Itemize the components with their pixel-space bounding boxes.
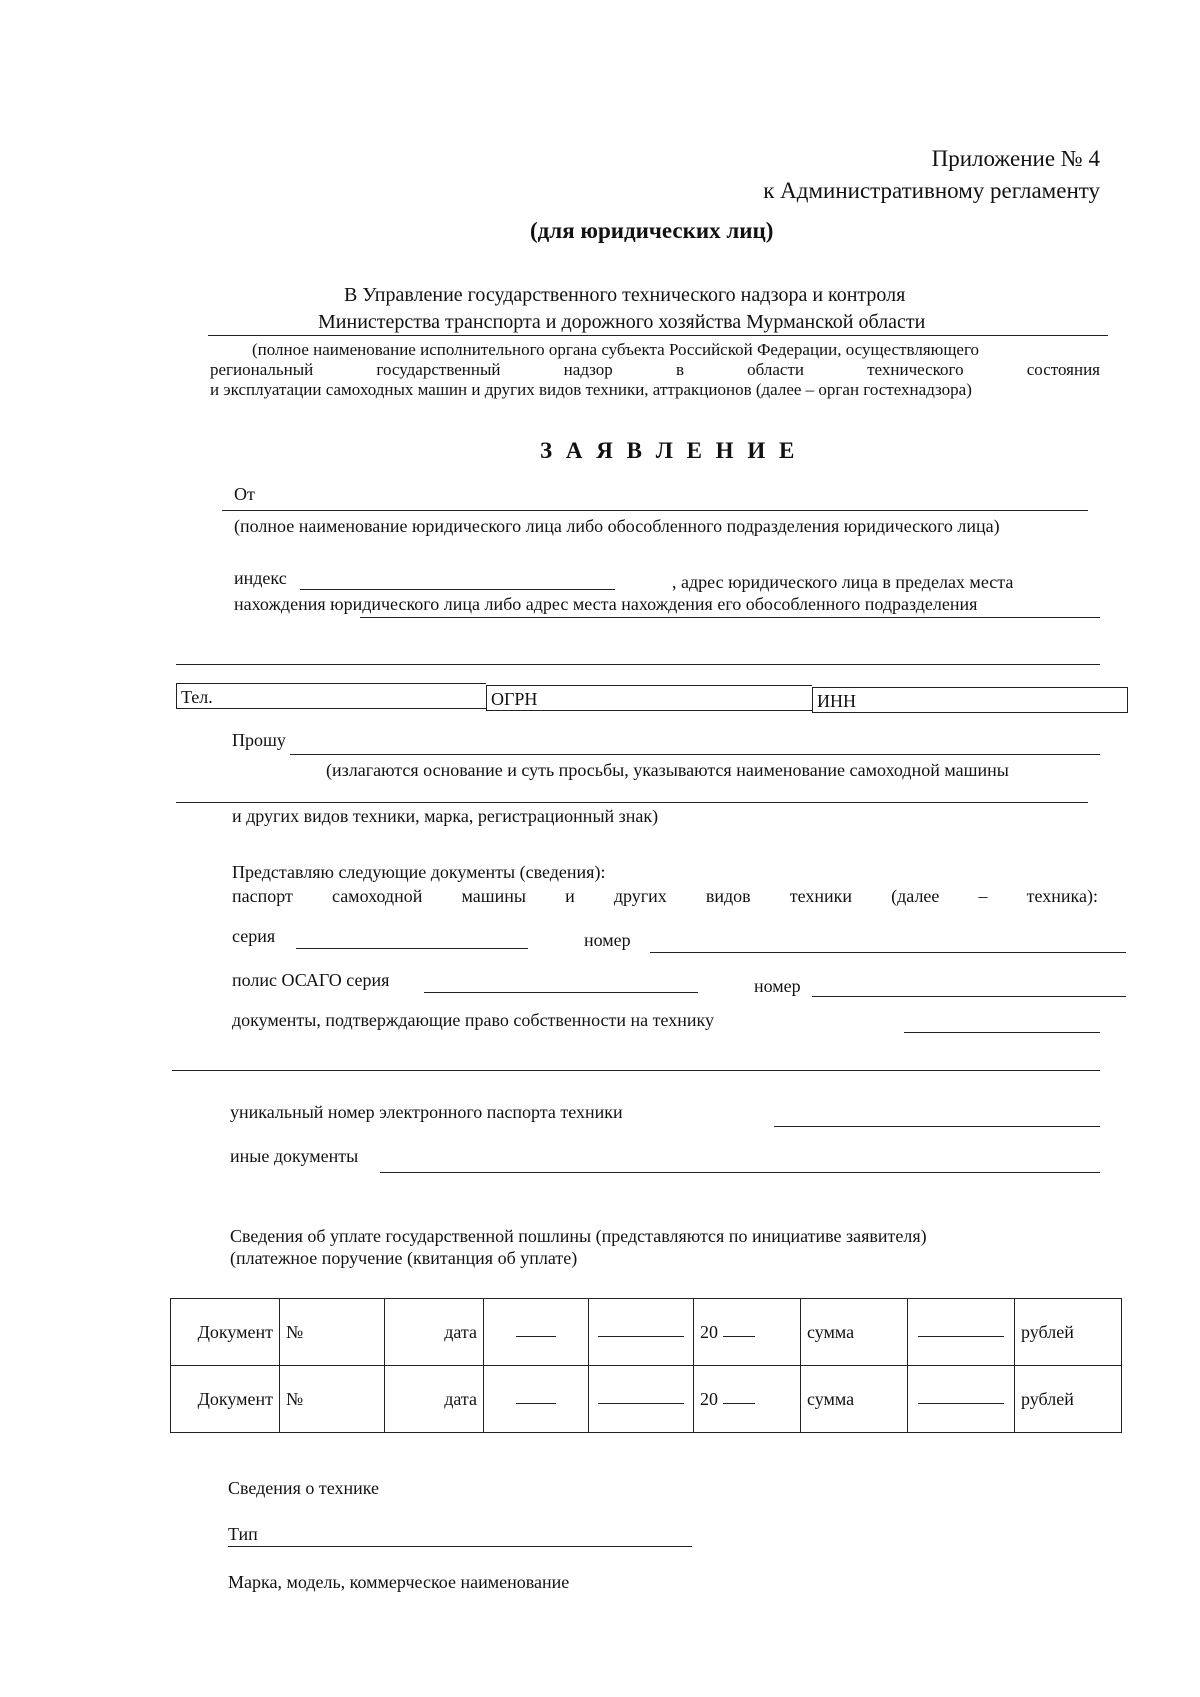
currency-cell: рублей bbox=[1015, 1366, 1122, 1433]
ogrn-label: ОГРН bbox=[491, 689, 538, 709]
from-field[interactable] bbox=[222, 510, 1088, 511]
inn-cell[interactable] bbox=[812, 687, 1128, 713]
passport-word: техника): bbox=[1026, 886, 1098, 906]
note-word: региональный bbox=[210, 360, 314, 379]
sum-label-cell: сумма bbox=[801, 1366, 908, 1433]
passport-word: и bbox=[565, 886, 575, 906]
addressee-note-3: и эксплуатации самоходных машин и других видов техники, аттракционов (далее – орган гостехнадзора) bbox=[210, 380, 972, 399]
table-row bbox=[171, 1299, 1122, 1366]
note-word: в bbox=[675, 360, 684, 379]
address-field-2[interactable] bbox=[176, 664, 1100, 665]
year-blank bbox=[723, 1403, 755, 1404]
request-field-2[interactable] bbox=[176, 802, 1088, 803]
ownership-field-2[interactable] bbox=[172, 1070, 1100, 1071]
inn-label: ИНН bbox=[817, 691, 856, 711]
date-day-cell[interactable] bbox=[484, 1366, 589, 1433]
date-label-cell: дата bbox=[385, 1299, 484, 1366]
doc-number-cell[interactable] bbox=[280, 1299, 385, 1366]
note-word: надзор bbox=[563, 360, 613, 379]
note-word: технического bbox=[867, 360, 964, 379]
from-label: От bbox=[234, 484, 255, 504]
note-word: состояния bbox=[1026, 360, 1100, 379]
ownership-field[interactable] bbox=[904, 1032, 1100, 1033]
year-prefix: 20 bbox=[700, 1388, 718, 1409]
request-field[interactable] bbox=[290, 754, 1100, 755]
appendix-number: Приложение № 4 bbox=[931, 146, 1100, 171]
day-blank bbox=[516, 1403, 556, 1404]
number-sign: № bbox=[286, 1388, 304, 1409]
date-month-cell[interactable] bbox=[589, 1366, 694, 1433]
epassport-field[interactable] bbox=[774, 1126, 1100, 1127]
documents-intro: Представляю следующие документы (сведения): bbox=[232, 862, 606, 882]
note-word: государственный bbox=[376, 360, 501, 379]
series-label: серия bbox=[232, 926, 276, 946]
addressee-line-1: В Управление государственного технического надзора и контроля bbox=[344, 284, 906, 306]
year-blank bbox=[723, 1336, 755, 1337]
contacts-row bbox=[176, 683, 1128, 711]
date-day-cell[interactable] bbox=[484, 1299, 589, 1366]
ownership-label: документы, подтверждающие право собственности на технику bbox=[232, 1010, 715, 1030]
other-docs-field[interactable] bbox=[380, 1172, 1100, 1173]
passport-word: видов bbox=[705, 886, 751, 906]
date-year-cell[interactable] bbox=[694, 1366, 801, 1433]
passport-word: техники bbox=[789, 886, 853, 906]
addressee-note-2 bbox=[210, 360, 1100, 380]
addressee-underline bbox=[208, 335, 1108, 336]
vehicle-type-label: Тип bbox=[228, 1524, 258, 1544]
request-label: Прошу bbox=[232, 730, 286, 750]
sum-blank bbox=[918, 1403, 1004, 1404]
passport-word: самоходной bbox=[331, 886, 423, 906]
request-note-2: и других видов техники, марка, регистрационный знак) bbox=[232, 806, 659, 826]
addressee-note-1: (полное наименование исполнительного органа субъекта Российской Федерации, осуществляющего bbox=[252, 340, 980, 359]
index-field[interactable] bbox=[300, 589, 615, 590]
date-label-cell: дата bbox=[385, 1366, 484, 1433]
form-subtitle: (для юридических лиц) bbox=[530, 218, 774, 243]
doc-number-cell[interactable] bbox=[280, 1366, 385, 1433]
addressee-line-2: Министерства транспорта и дорожного хозяйства Мурманской области bbox=[318, 311, 926, 333]
passport-word: (далее bbox=[891, 886, 940, 906]
sum-blank bbox=[918, 1336, 1004, 1337]
epassport-label: уникальный номер электронного паспорта техники bbox=[230, 1102, 623, 1122]
number-sign: № bbox=[286, 1321, 304, 1342]
form-title: З А Я В Л Е Н И Е bbox=[540, 438, 799, 463]
payment-intro-1: Сведения об уплате государственной пошлины (представляются по инициативе заявителя) bbox=[230, 1226, 927, 1246]
address-label-2: нахождения юридического лица либо адрес места нахождения его обособленного подразделения bbox=[234, 594, 978, 614]
number-field[interactable] bbox=[650, 952, 1126, 953]
passport-word: – bbox=[978, 886, 988, 906]
year-prefix: 20 bbox=[700, 1321, 718, 1342]
passport-word: других bbox=[613, 886, 667, 906]
request-note-1: (излагаются основание и суть просьбы, указываются наименование самоходной машины bbox=[326, 760, 1009, 780]
sum-label-cell: сумма bbox=[801, 1299, 908, 1366]
note-word: области bbox=[747, 360, 804, 379]
ogrn-cell[interactable] bbox=[486, 685, 812, 711]
passport-line bbox=[232, 886, 1098, 907]
sum-value-cell[interactable] bbox=[908, 1299, 1015, 1366]
month-blank bbox=[598, 1336, 684, 1337]
tel-cell[interactable] bbox=[176, 683, 486, 709]
date-year-cell[interactable] bbox=[694, 1299, 801, 1366]
day-blank bbox=[516, 1336, 556, 1337]
passport-word: паспорт bbox=[232, 886, 293, 906]
date-month-cell[interactable] bbox=[589, 1299, 694, 1366]
passport-word: машины bbox=[461, 886, 526, 906]
doc-cell: Документ bbox=[171, 1299, 280, 1366]
number-label: номер bbox=[584, 930, 631, 950]
osago-number-label: номер bbox=[754, 976, 801, 996]
regulation-reference: к Административному регламенту bbox=[763, 178, 1100, 203]
osago-number-field[interactable] bbox=[812, 996, 1126, 997]
payment-table bbox=[170, 1298, 1122, 1433]
osago-series-field[interactable] bbox=[424, 992, 698, 993]
vehicle-type-field[interactable] bbox=[228, 1546, 692, 1547]
address-field[interactable] bbox=[360, 617, 1100, 618]
vehicle-model-label: Марка, модель, коммерческое наименование bbox=[228, 1572, 570, 1592]
payment-intro-2: (платежное поручение (квитанция об уплате) bbox=[230, 1248, 578, 1268]
month-blank bbox=[598, 1403, 684, 1404]
osago-label: полис ОСАГО серия bbox=[232, 970, 390, 990]
address-label: , адрес юридического лица в пределах места bbox=[672, 572, 1014, 592]
sum-value-cell[interactable] bbox=[908, 1366, 1015, 1433]
series-field[interactable] bbox=[296, 948, 528, 949]
currency-cell: рублей bbox=[1015, 1299, 1122, 1366]
index-label: индекс bbox=[234, 568, 287, 588]
table-row bbox=[171, 1366, 1122, 1433]
doc-cell: Документ bbox=[171, 1366, 280, 1433]
vehicle-heading: Сведения о технике bbox=[228, 1478, 380, 1498]
from-note: (полное наименование юридического лица либо обособленного подразделения юридического лица) bbox=[234, 516, 1000, 536]
other-docs-label: иные документы bbox=[230, 1146, 359, 1166]
tel-label: Тел. bbox=[181, 687, 213, 707]
